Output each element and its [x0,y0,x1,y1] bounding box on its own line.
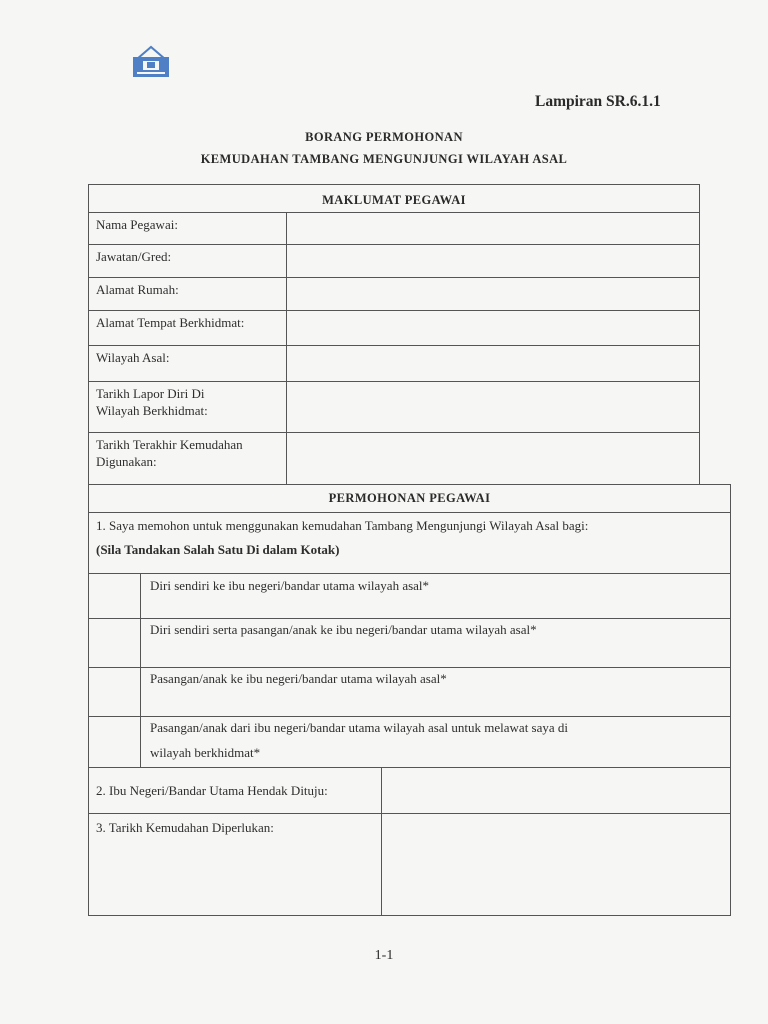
option-2-checkbox[interactable] [89,619,140,667]
question-2-value[interactable] [382,768,730,813]
field-label-report-date-1: Tarikh Lapor Diri Di [96,386,205,401]
option-4-label-line1: Pasangan/anak dari ibu negeri/bandar utama wilayah asal untuk melawat saya di [150,720,569,735]
option-1-label: Diri sendiri ke ibu negeri/bandar utama wilayah asal* [150,578,430,593]
field-label-report-date-2: Wilayah Berkhidmat: [96,403,208,418]
reference-code: Lampiran SR.6.1.1 [535,93,661,110]
field-label-position: Jawatan/Gred: [96,249,172,264]
field-label-last-used-1: Tarikh Terakhir Kemudahan [96,437,243,452]
form-title-line2: KEMUDAHAN TAMBANG MENGUNJUNGI WILAYAH ASAL [200,152,568,166]
question-3-value[interactable] [382,814,730,915]
field-value-home-address[interactable] [287,278,699,310]
instruction-text: (Sila Tandakan Salah Satu Di dalam Kotak) [96,542,340,557]
house-logo-icon [131,43,171,79]
option-3-checkbox[interactable] [89,668,140,716]
field-label-home-address: Alamat Rumah: [96,282,179,297]
officer-info-heading: MAKLUMAT PEGAWAI [322,193,466,207]
application-heading: PERMOHONAN PEGAWAI [328,491,491,505]
question-1-text: 1. Saya memohon untuk menggunakan kemudahan Tambang Mengunjungi Wilayah Asal bagi: [96,518,589,533]
option-3-label: Pasangan/anak ke ibu negeri/bandar utama wilayah asal* [150,671,447,686]
field-value-last-used[interactable] [287,433,699,484]
field-value-position[interactable] [287,245,699,277]
form-title-line1: BORANG PERMOHONAN [305,130,463,144]
field-value-report-date[interactable] [287,382,699,432]
question-2-text: 2. Ibu Negeri/Bandar Utama Hendak Dituju: [96,783,328,798]
field-label-home-region: Wilayah Asal: [96,350,170,365]
option-1-checkbox[interactable] [89,574,140,618]
field-label-work-address: Alamat Tempat Berkhidmat: [96,315,245,330]
question-3-text: 3. Tarikh Kemudahan Diperlukan: [96,820,274,835]
option-4-label-line2: wilayah berkhidmat* [150,745,261,760]
field-value-work-address[interactable] [287,311,699,345]
field-value-home-region[interactable] [287,346,699,381]
field-label-name: Nama Pegawai: [96,217,178,232]
page-number: 1-1 [374,948,394,963]
option-4-checkbox[interactable] [89,717,140,767]
option-2-label: Diri sendiri serta pasangan/anak ke ibu negeri/bandar utama wilayah asal* [150,622,537,637]
field-value-name[interactable] [287,213,699,244]
field-label-last-used-2: Digunakan: [96,454,157,469]
